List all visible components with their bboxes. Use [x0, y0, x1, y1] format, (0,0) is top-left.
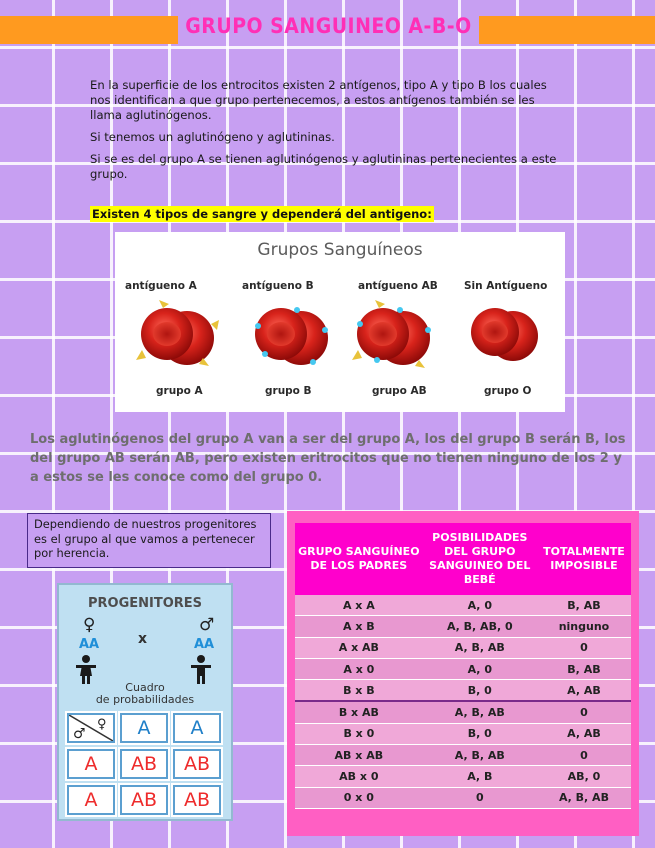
cell-possible: A, B, AB — [423, 701, 537, 723]
cell-possible: A, 0 — [423, 595, 537, 616]
table-row — [295, 745, 631, 766]
explanation-paragraph: Los aglutinógenos del grupo A van a ser del grupo A, los del grupo B serán B, los del grupo AB serán AB, pero existen eritrocitos que no tienen ninguno de los 2 y a estos se les conoce como del grupo 0. — [30, 432, 626, 485]
cell-impossible: 0 — [537, 745, 631, 766]
female-icon: ♀ — [83, 615, 96, 635]
antigen-label-b: antígueno B — [242, 280, 314, 292]
group-label-ab: grupo AB — [372, 385, 427, 397]
progenitores-card — [57, 583, 233, 821]
intro-paragraph-2: Si tenemos un aglutinógeno y aglutininas. — [90, 130, 335, 144]
cell-possible: A, 0 — [423, 658, 537, 679]
table-row — [295, 616, 631, 637]
cell-parents: A x B — [295, 616, 423, 637]
table-header-row — [295, 523, 631, 595]
cell-possible: A, B — [423, 766, 537, 787]
cell-parents: B x 0 — [295, 723, 423, 744]
group-label-o: grupo O — [484, 385, 532, 397]
male-person-icon — [190, 655, 212, 685]
cell-group-b — [255, 307, 328, 365]
orange-banner-right — [479, 16, 655, 44]
female-genotype: AA — [79, 637, 100, 652]
cell-parents: 0 x 0 — [295, 787, 423, 808]
cell-impossible: 0 — [537, 701, 631, 723]
table-row — [295, 595, 631, 616]
cell-parents: AB x AB — [295, 745, 423, 766]
male-genotype: AA — [194, 637, 215, 652]
inheritance-note: Dependiendo de nuestros progenitores es el grupo al que vamos a pertenecer por herencia. — [27, 513, 271, 568]
svg-text:♂: ♂ — [73, 726, 86, 741]
male-female-corner-icon — [69, 715, 113, 741]
cell-impossible: B, AB — [537, 595, 631, 616]
cell-possible: 0 — [423, 787, 537, 808]
table-row — [295, 723, 631, 744]
highlighted-sentence: Existen 4 tipos de sangre y dependerá del antigeno: — [92, 207, 432, 221]
cell-impossible: ninguno — [537, 616, 631, 637]
cell-parents: A x AB — [295, 637, 423, 658]
cell-parents: AB x 0 — [295, 766, 423, 787]
intro-paragraph-3: Si se es del grupo A se tienen aglutinógenos y aglutininas pertenecientes a este grupo. — [90, 152, 557, 181]
cell-group-ab — [352, 300, 431, 368]
blood-groups-figure — [115, 232, 565, 412]
punnett-cell-r1c2: AB — [173, 749, 221, 779]
header-impossible: TOTALMENTE IMPOSIBLE — [537, 523, 631, 595]
header-parents: GRUPO SANGUÍNEO DE LOS PADRES — [295, 523, 423, 595]
group-label-b: grupo B — [265, 385, 312, 397]
cell-possible: B, 0 — [423, 680, 537, 702]
header-possibilities: POSIBILIDADES DEL GRUPO SANGUINEO DEL BEBÉ — [423, 523, 537, 595]
antigen-label-a: antígueno A — [125, 280, 197, 292]
punnett-cell-r2c1: AB — [120, 785, 168, 815]
cell-possible: A, B, AB, 0 — [423, 616, 537, 637]
cell-parents: A x A — [295, 595, 423, 616]
cell-possible: A, B, AB — [423, 745, 537, 766]
male-icon: ♂ — [199, 615, 215, 635]
antigen-label-ab: antígueno AB — [358, 280, 438, 292]
intro-text — [90, 78, 560, 189]
cuadro-label-line-1: Cuadro — [125, 681, 165, 694]
cell-parents: B x B — [295, 680, 423, 702]
page-title: GRUPO SANGUINEO A-B-O — [185, 14, 472, 38]
orange-banner-left — [0, 16, 178, 44]
blood-group-table-card — [287, 511, 639, 836]
punnett-cell-header-1: A — [120, 713, 168, 743]
group-label-a: grupo A — [156, 385, 203, 397]
cell-parents: B x AB — [295, 701, 423, 723]
svg-text:♀: ♀ — [97, 717, 107, 732]
table-row — [295, 658, 631, 679]
punnett-cell-r2c2: AB — [173, 785, 221, 815]
table-row — [295, 787, 631, 808]
cell-impossible: 0 — [537, 637, 631, 658]
punnett-cell-row2-label: A — [67, 785, 115, 815]
female-person-icon — [75, 655, 97, 685]
cuadro-label-line-2: de probabilidades — [95, 693, 195, 706]
red-blood-cells-illustration — [115, 300, 565, 380]
punnett-cell-header-2: A — [173, 713, 221, 743]
punnett-cell-r1c1: AB — [120, 749, 168, 779]
cell-impossible: A, AB — [537, 723, 631, 744]
cell-possible: B, 0 — [423, 723, 537, 744]
progenitores-title: PROGENITORES — [87, 596, 203, 611]
figure-title: Grupos Sanguíneos — [257, 240, 423, 260]
cell-parents: A x 0 — [295, 658, 423, 679]
table-row — [295, 680, 631, 702]
blood-group-table — [295, 523, 631, 809]
cross-sign: x — [138, 631, 148, 647]
cell-group-o — [471, 308, 538, 361]
cell-group-a — [136, 300, 219, 366]
table-row — [295, 701, 631, 723]
antigen-label-none: Sin Antígueno — [464, 280, 548, 292]
cuadro-label — [59, 682, 231, 706]
cell-impossible: AB, 0 — [537, 766, 631, 787]
cell-possible: A, B, AB — [423, 637, 537, 658]
cell-impossible: A, AB — [537, 680, 631, 702]
table-row — [295, 766, 631, 787]
table-body — [295, 595, 631, 808]
intro-paragraph-1: En la superficie de los entrocitos existen 2 antígenos, tipo A y tipo B los cuales nos identifican a que grupo pertenecemos, a estos antígenos también se les llama aglutinógenos. — [90, 78, 547, 122]
punnett-cell-row1-label: A — [67, 749, 115, 779]
cell-impossible: A, B, AB — [537, 787, 631, 808]
punnett-corner — [67, 713, 115, 743]
cell-impossible: B, AB — [537, 658, 631, 679]
table-row — [295, 637, 631, 658]
